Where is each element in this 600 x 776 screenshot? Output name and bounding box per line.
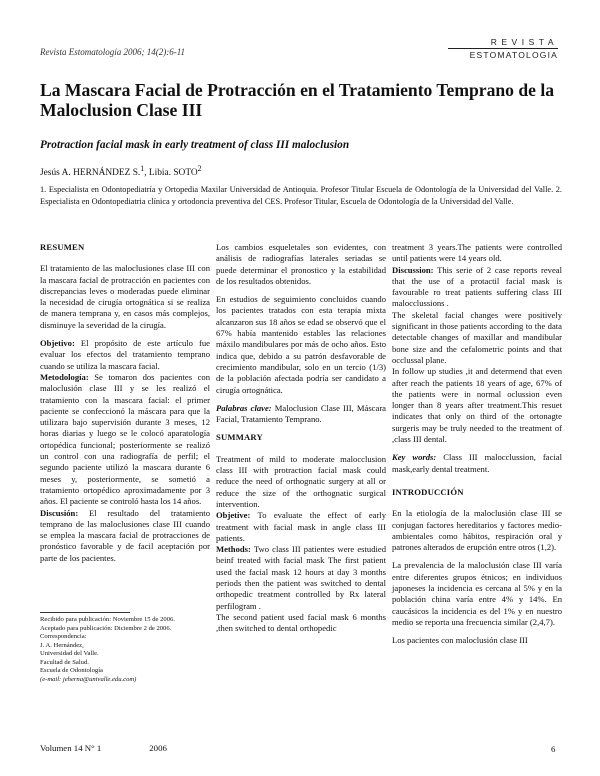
author-1: Jesús A. HERNÁNDEZ S. bbox=[40, 168, 141, 179]
resumen-keywords bbox=[216, 403, 386, 426]
author-2: , Libia. SOTO bbox=[144, 168, 198, 179]
logo-line-estomatologia: ESTOMATOLOGIA bbox=[469, 50, 558, 60]
discusion-label: Discusión: bbox=[40, 507, 79, 518]
palabras-clave-text: Maloclusion Clase III, Máscara Facial, Tratamiento Temprano. bbox=[216, 402, 386, 425]
column-1 bbox=[40, 242, 210, 564]
metodologia-label: Metodología: bbox=[40, 371, 89, 382]
objetivo-text: El propósito de este artículo fue evaluar los efectos del tratamiento temprano cuando se utiliza la mascara facial. bbox=[40, 338, 210, 371]
page-number: 6 bbox=[551, 744, 556, 754]
logo-rule bbox=[448, 48, 558, 49]
introduccion-heading: INTRODUCCIÓN bbox=[392, 486, 464, 497]
footnote-aceptado: Aceptado para publicación: Diciembre 2 de 2006. bbox=[40, 624, 172, 632]
summary-second-patient: The second patient used facial mask 6 months ,then switched to dental orthopedic bbox=[216, 611, 386, 634]
resumen-discusion bbox=[40, 508, 210, 564]
key-words-label: Key words: bbox=[392, 452, 437, 463]
article-subtitle: Protraction facial mask in early treatment of class III maloclusion bbox=[40, 139, 350, 151]
footnote-university: Universidad del Valle. bbox=[40, 650, 99, 657]
discussion-text: This serie of 2 case reports reveal that the use of a protactil facial mask is favourable ro treat patients suffering class III malocclussions . bbox=[392, 264, 562, 309]
author-2-affiliation-mark: 2 bbox=[197, 164, 202, 173]
methods-label: Methods: bbox=[216, 544, 251, 555]
palabras-clave-label: Palabras clave: bbox=[216, 402, 272, 413]
introduccion-p2: La prevalencia de la maloclusión clase III varía entre diferentes grupos étnicos; en individuos japoneses la incidencia es cercana al 5% y en la población china varía entre 4% y 14%. En caucásicos la incidencia es del 1% y en nuestro medio se reporta una frecuencia similar (2,4,7). bbox=[392, 560, 562, 627]
summary-keywords bbox=[392, 452, 562, 475]
footnote-name: J. A. Hernández, bbox=[40, 641, 84, 649]
resumen-objetivo bbox=[40, 338, 210, 372]
footnote bbox=[40, 616, 210, 684]
resumen-heading: RESUMEN bbox=[40, 242, 85, 252]
summary-follow-up: In follow up studies ,it and determend that even after reach the patients 18 years of age, 67% of the patients were in normal oclussion even longer than 8 years after treatment.This resuet indicates that only on third of the ortonagte surgeris may be truly needed to the treatment of ,class III dental. bbox=[392, 366, 562, 445]
objective-label: Objetive: bbox=[216, 510, 251, 521]
resumen-cambios: Los cambios esqueletales son evidentes, con análisis de radiografías laterales seriadas se puede determinar el pronostico y la estabilidad de los resultados obtenidos. bbox=[216, 242, 386, 286]
footnote-rule bbox=[40, 612, 130, 613]
footer-volume: Volumen 14 N° 1 bbox=[40, 743, 102, 753]
objetivo-label: Objetivo: bbox=[40, 338, 75, 349]
column-3 bbox=[392, 242, 562, 647]
resumen-seguimiento: En estudios de seguimiento concluidos cuando los pacientes tratados con esta terapia mixta alcanzaron sus 18 años se edad se observó que el 67% había mantenido estables las relaciones máxilo mandibulares por más de ocho años. Esto indica que, debido a su patrón desfavorable de crecimiento mandibular, solo en un tercio (1/3) de la población afectada podría ser candidato a cirugía ortognática. bbox=[216, 294, 386, 395]
discussion-label: Discussion: bbox=[392, 264, 434, 275]
journal-logo bbox=[448, 37, 558, 60]
summary-skeletal: The skeletal facial changes were positively significant in those patients according to the data detectable changes of maxillar and mandibular bone size and the cefalometric points and that occlussal plane. bbox=[392, 309, 562, 365]
footnote-email: (e-mail: jeherna@univalle.edu.com) bbox=[40, 675, 137, 683]
summary-intro: Treatment of mild to moderate malocclusion class III with protraction facial mask could reduce the need of orthognatic surgery at all or reduce the size of the orthognatic surgical intervention. bbox=[216, 453, 386, 509]
introduccion-p3: Los pacientes con maloclusión clase III bbox=[392, 635, 528, 646]
footnote-faculty: Facultad de Salud. bbox=[40, 658, 89, 666]
discusion-text: El resultado del tratamiento temprano de las maloclusiones clase III cuando se emplea la mascara facial de protracciones de pronóstico favorable y de facil aceptación por parte de los pacientes. bbox=[40, 507, 210, 563]
summary-objective bbox=[216, 510, 386, 544]
logo-line-revista: REVISTA bbox=[490, 37, 558, 47]
introduccion-p1: En la etiología de la maloclusión clase III se conjugan factores hereditarios y factores medio-ambientales como hábitos, respiración oral y patrones alterados de erupción entre otros (1,2). bbox=[392, 508, 562, 553]
page-footer bbox=[40, 743, 167, 753]
footer-year: 2006 bbox=[149, 743, 167, 753]
methods-text: Two class III patientes were estudied beinf treated with facial mask The first patient used the facial mask 12 hours at day 3 months periods then the patient was switched to dental orthopedic treatment controlled by Rx lateral perfilogram . bbox=[216, 544, 386, 611]
footnote-correspondencia: Correspondencia: bbox=[40, 633, 87, 640]
affiliations: 1. Especialista en Odontopediatría y Ortopedia Maxilar Universidad de Antioquia. Profesor Titular Escuela de Odontología de la Universidad del Valle. 2. Especialista en Odontopediatria clínica y ortodoncia preventiva del CES. Profesor Titular, Escuela de Odontología de la Universidad del Valle. bbox=[40, 185, 562, 207]
footnote-school: Escuela de Odontología bbox=[40, 667, 103, 674]
summary-heading: SUMMARY bbox=[216, 432, 263, 443]
resumen-metodologia bbox=[40, 372, 210, 508]
key-words-text: Class III malocclussion, facial mask,early dental treatment. bbox=[392, 452, 563, 474]
summary-methods-continued: treatment 3 years.The patients were controlled until patients were 14 years old. bbox=[392, 242, 562, 264]
summary-discussion bbox=[392, 265, 562, 310]
objective-text: To evaluate the effect of early treatment with facial mask in angle class III patients. bbox=[216, 510, 386, 543]
article-title: La Mascara Facial de Protracción en el Tratamiento Temprano de la Maloclusion Clase III bbox=[40, 80, 555, 120]
column-2 bbox=[216, 242, 386, 635]
journal-reference: Revista Estomatología 2006; 14(2):6-11 bbox=[40, 47, 186, 57]
footnote-recibido: Recibido para publicación: Noviembre 15 de 2006. bbox=[40, 616, 175, 623]
author-line bbox=[40, 163, 202, 179]
author-1-affiliation-mark: 1 bbox=[140, 164, 145, 173]
summary-methods bbox=[216, 544, 386, 612]
metodologia-text: Se tomaron dos pacientes con maloclusión clase III y se les realizó el tratamiento con la mascara facial: el primer paciente se confeccionó la máscara para que la utilizara bajo supervisión durante 3 meses, 12 horas diarias y luego se le colocó aparatología ortopédica funcional; posteriormente se realizó un control con una radiografía de perfil; el segundo paciente utilizó la mascara durante 6 meses y, posteriormente, se sometió a tratamiento ortopédico aproximadamente por 3 años. El paciente se controló hasta los 14 años. bbox=[40, 371, 210, 507]
resumen-intro: El tratamiento de las maloclusiones clase III con la mascara facial de protracción en pacientes con discrepancias leves o moderadas puede eliminar la necesidad de cirugía ortognática si se realiza de manera temprana y, en casos más complejos, disminuye la severidad de la cirugía. bbox=[40, 263, 210, 330]
